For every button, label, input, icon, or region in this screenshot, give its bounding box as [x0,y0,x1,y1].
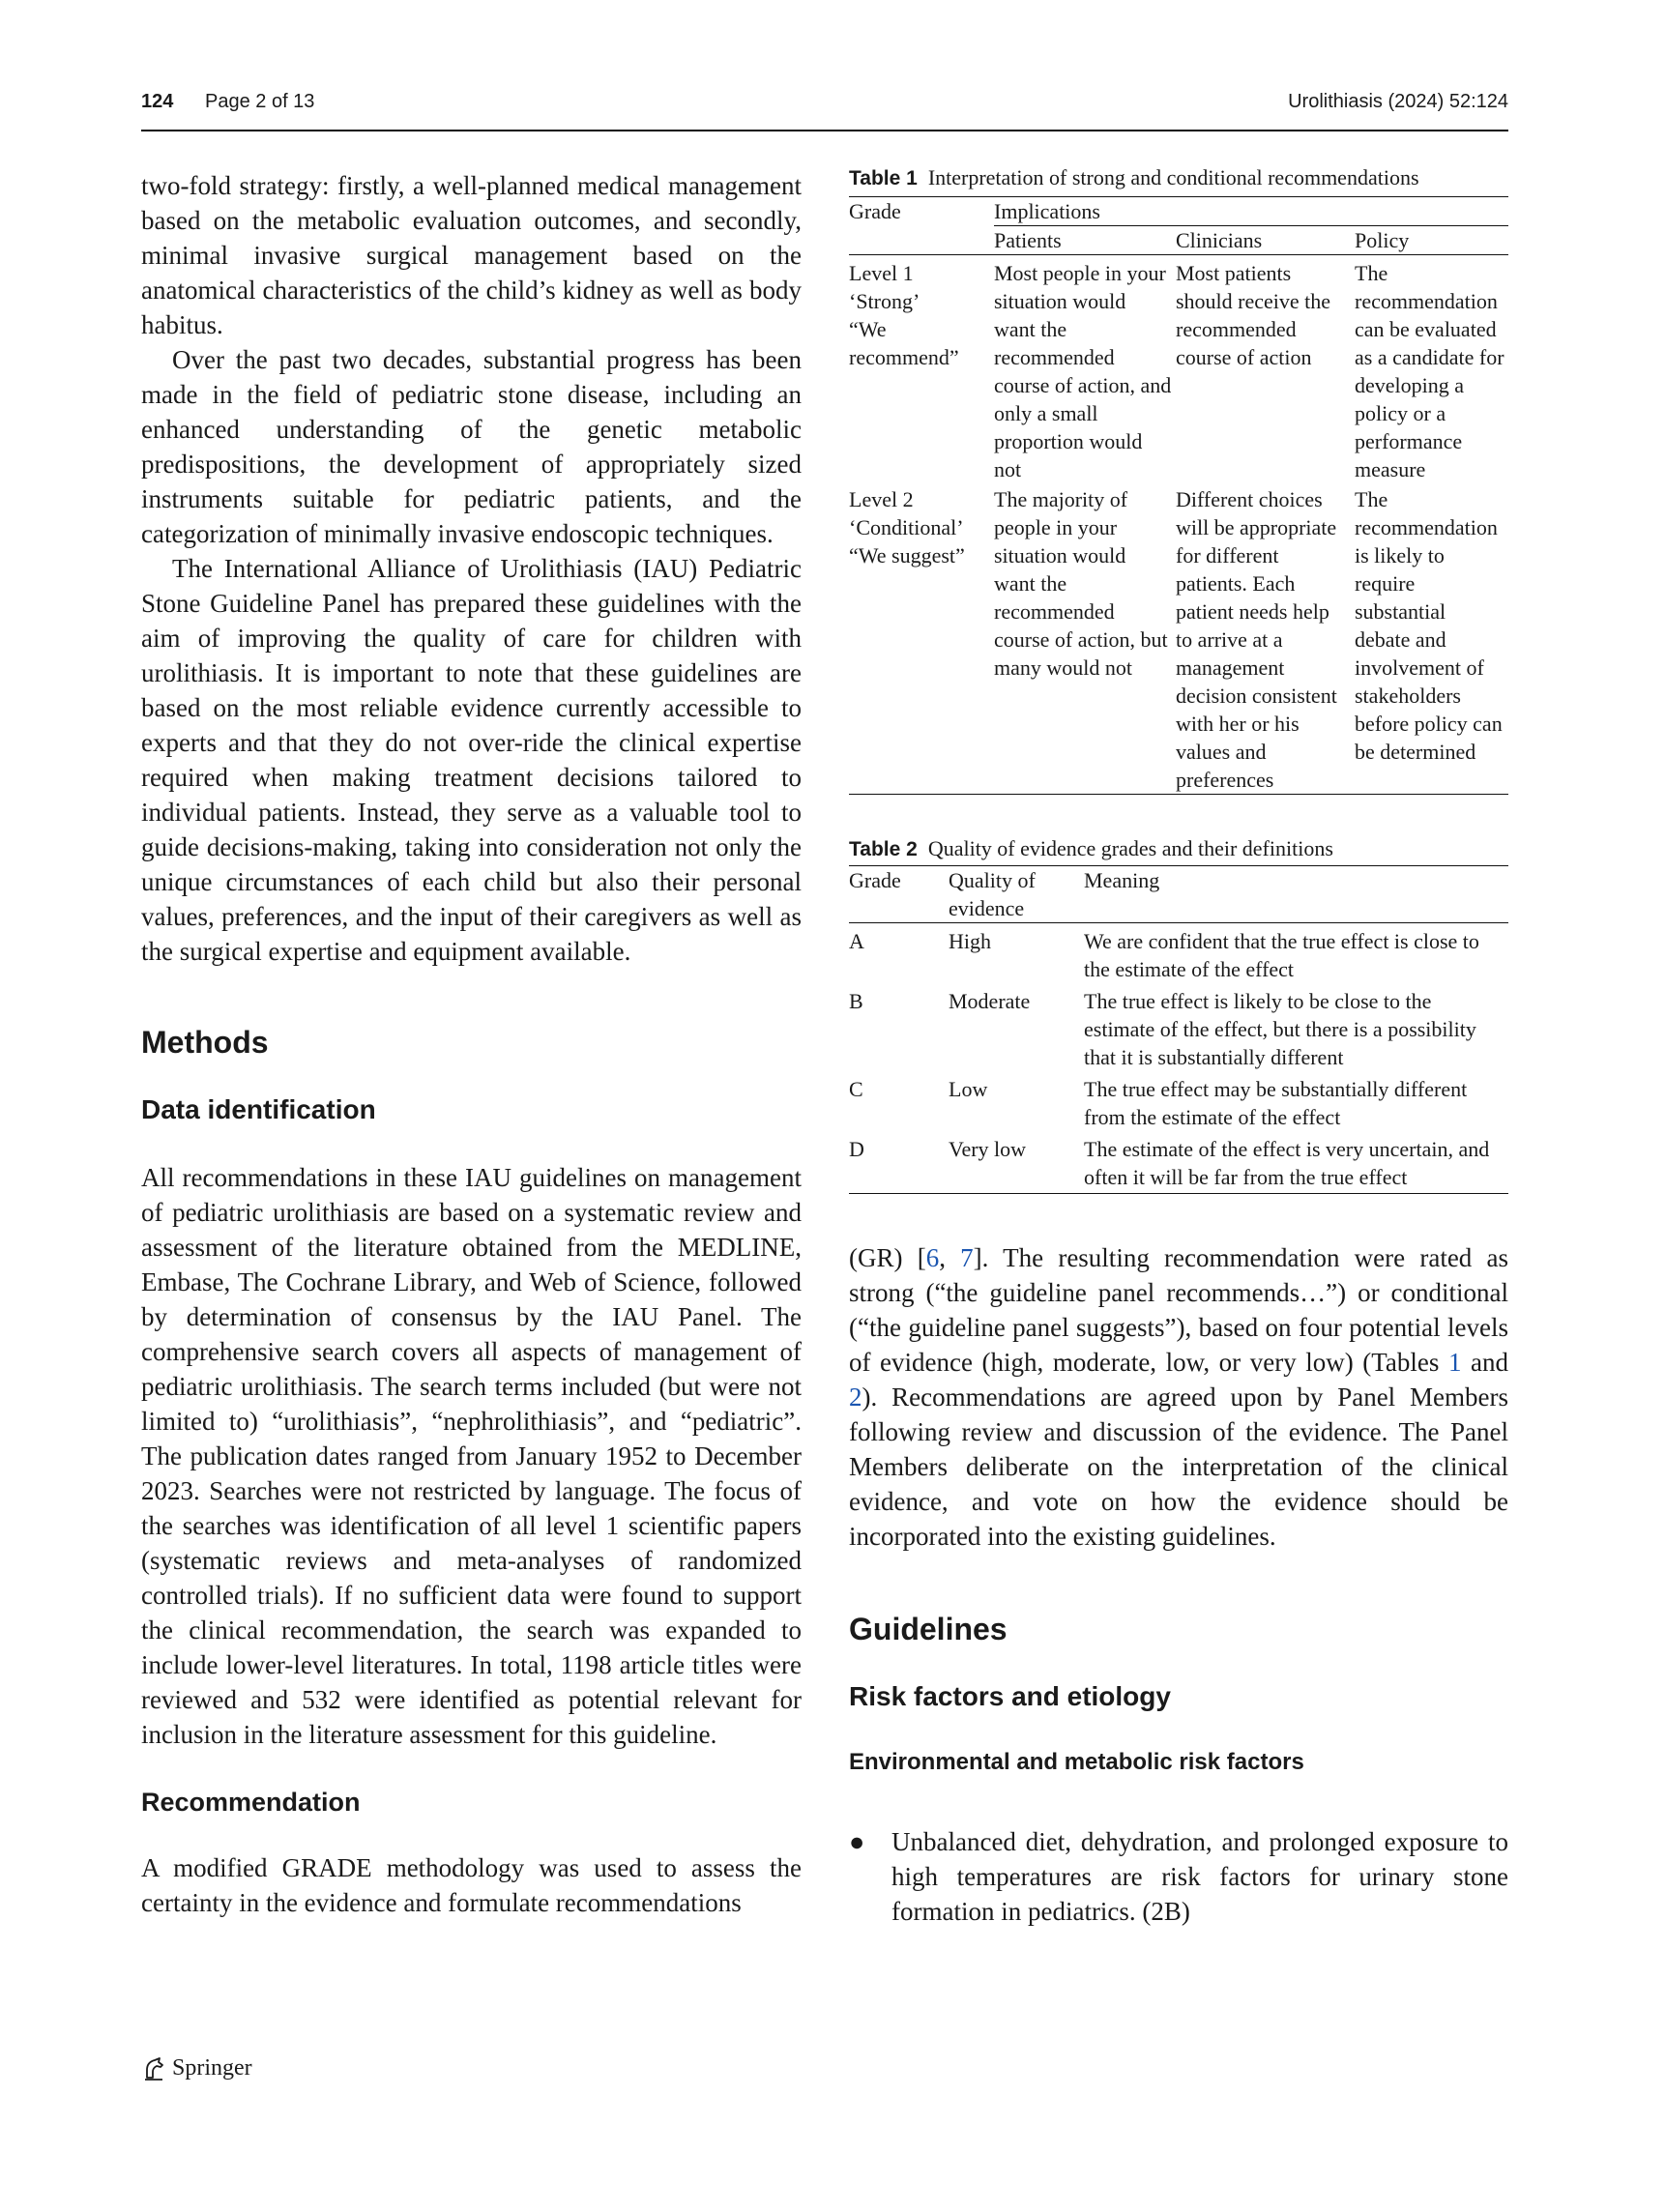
table-2-caption: Table 2 Quality of evidence grades and their definitions [849,836,1333,860]
paragraph-recommendation: A modified GRADE methodology was used to assess the certainty in the evidence and formulate recommendations [141,1853,802,1917]
table-2-cell-meaning: The estimate of the effect is very uncertain, and often it will be far from the true effect [1084,1137,1490,1189]
table-2-cell-grade: B [849,989,863,1013]
data-identification-heading: Data identification [141,1094,376,1124]
table-1-link[interactable]: 1 [1447,1348,1462,1377]
table-1-header-grade: Grade [849,199,901,223]
table-1 [849,164,1508,795]
guidelines-heading: Guidelines [849,1612,1008,1646]
reference-link-7[interactable]: 7 [960,1243,974,1272]
table-2-cell-quality: Low [949,1077,988,1101]
table-1-header-clinicians: Clinicians [1176,228,1263,252]
table-1-cell-clinicians: Different choices will be appropriate for different patients. Each patient needs help to arrive at a management decision consistent with her or his values and preferences [1176,487,1337,792]
table-1-header-implications: Implications [994,197,1508,226]
paragraph-progress: Over the past two decades, substantial progress has been made in the field of pediatric stone disease, including an enhanced understanding of the genetic metabolic predispositions, the development of appropriately sized instruments suitable for pediatric patients, and the categorization of minimally invasive endoscopic techniques. [141,345,802,548]
page-of-label: Page 2 of 13 [205,91,315,112]
reference-link-6[interactable]: 6 [925,1243,940,1272]
table-1-cell-clinicians: Most patients should receive the recommended course of action [1176,261,1331,369]
table-1-cell-grade: Level 2 ‘Conditional’ “We suggest” [849,487,965,568]
table-1-cell-policy: The recommendation can be evaluated as a candidate for developing a policy or a performance measure [1355,261,1504,481]
table-2-label: Table 2 [849,838,918,860]
table-2-header-meaning: Meaning [1084,868,1160,892]
table-1-grid [849,196,1508,795]
table-2-cell-quality: Moderate [949,989,1031,1013]
running-header [141,91,1508,131]
table-2-header-quality: Quality of evidence [949,868,1036,920]
table-1-header-patients: Patients [994,228,1062,252]
paragraph-data-identification: All recommendations in these IAU guidelines on management of pediatric urolithiasis are based on a systematic review and assessment of the literature obtained from the MEDLINE, Embase, The Cochrane Library, and Web of Science, followed by determination of consensus by the IAU Panel. The comprehensive search covers all aspects of management of pediatric urolithiasis. The search terms included (but were not limited to) “urolithiasis”, “nephrolithiasis”, and “pediatric”. The publication dates ranged from January 1952 to December 2023. Searches were not restricted by language. The focus of the searches was identification of all level 1 scientific papers (systematic reviews and meta-analyses of randomized controlled trials). If no sufficient data were found to support the clinical recommendation, the search was expanded to include lower-level literatures. In total, 1198 article titles were reviewed and 532 were identified as potential relevant for inclusion in the literature assessment for this guideline. [141,1163,802,1749]
table-2-cell-meaning: The true effect is likely to be close to the estimate of the effect, but there is a possibility that it is substantially different [1084,989,1476,1069]
left-column [141,168,802,1920]
table-1-label: Table 1 [849,167,918,189]
paragraph-two-fold-strategy: two-fold strategy: firstly, a well-planned medical management based on the metabolic evaluation outcomes, and secondly, minimal invasive surgical management based on the anatomical characteristics of the child’s kidney as well as body habitus. [141,171,802,339]
page-number: 124 [141,91,174,112]
table-2-cell-quality: High [949,929,991,953]
risk-factors-heading: Risk factors and etiology [849,1681,1171,1711]
table-2-link[interactable]: 2 [849,1382,862,1412]
table-1-cell-grade: Level 1 ‘Strong’ “We recommend” [849,261,959,369]
bullet-icon: ● [849,1827,865,1856]
right-column [849,164,1508,1929]
journal-citation: Urolithiasis (2024) 52:124 [1288,91,1508,112]
paragraph-grade-methodology: (GR) [6, 7]. The resulting recommendation were rated as strong (“the guideline panel recommends…”) or conditional (“the guideline panel suggests”), based on four potential levels of evidence (high, moderate, low, or very low) (Tables 1 and 2). Recommendations are agreed upon by Panel Members following review and discussion of the evidence. The Panel Members deliberate on the interpretation of the clinical evidence, and vote on how the evidence should be incorporated into the existing guidelines. [849,1243,1509,1551]
publisher-name: Springer [172,2055,252,2081]
methods-heading: Methods [141,1025,269,1060]
table-1-cell-patients: The majority of people in your situation would want the recommended course of action, but many would not [994,487,1168,680]
table-1-cell-policy: The recommendation is likely to require substantial debate and involvement of stakeholders before policy can be determined [1355,487,1503,764]
table-2-cell-grade: A [849,929,864,953]
table-2-cell-grade: D [849,1137,864,1161]
table-1-cell-patients: Most people in your situation would want the recommended course of action, and only a small proportion would not [994,261,1172,481]
table-2-cell-meaning: The true effect may be substantially different from the estimate of the effect [1084,1077,1468,1129]
recommendation-heading: Recommendation [141,1788,361,1817]
table-1-caption: Table 1 Interpretation of strong and conditional recommendations [849,165,1419,189]
list-item [849,1824,1508,1929]
footer [141,2055,252,2081]
table-2-cell-grade: C [849,1077,863,1101]
table-2-header-grade: Grade [849,868,901,892]
table-2-grid [849,865,1508,1194]
table-2 [849,835,1508,1194]
table-1-header-policy: Policy [1355,228,1410,252]
table-2-cell-quality: Very low [949,1137,1027,1161]
table-2-cell-meaning: We are confident that the true effect is close to the estimate of the effect [1084,929,1479,981]
paragraph-iau-panel: The International Alliance of Urolithiasis (IAU) Pediatric Stone Guideline Panel has prepared these guidelines with the aim of improving the quality of care for children with urolithiasis. It is important to note that these guidelines are based on the most reliable evidence currently accessible to experts and that they do not over-ride the clinical expertise required when making treatment decisions tailored to individual patients. Instead, they serve as a valuable tool to guide decisions-making, taking into consideration not only the unique circumstances of each child but also their personal values, preferences, and the input of their caregivers as well as the surgical expertise and equipment available. [141,554,802,966]
bullet-text: Unbalanced diet, dehydration, and prolonged exposure to high temperatures are risk factors for urinary stone formation in pediatrics. (2B) [891,1827,1508,1926]
environmental-risk-heading: Environmental and metabolic risk factors [849,1749,1304,1775]
springer-horse-icon [141,2056,166,2081]
